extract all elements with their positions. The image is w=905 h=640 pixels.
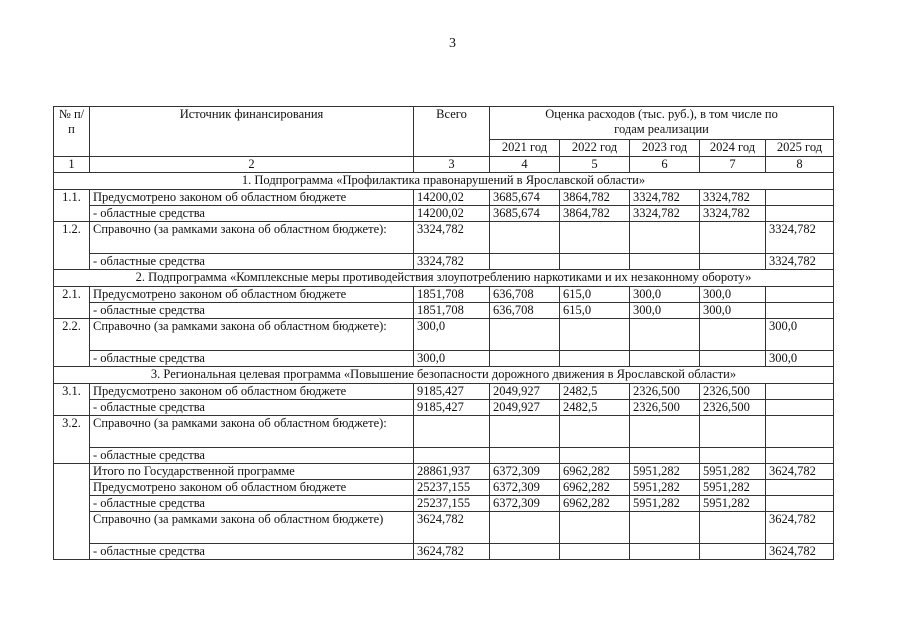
total-cell: 1851,708 (414, 303, 490, 319)
totals-y2024-cell (700, 512, 766, 544)
section-title-row (54, 173, 834, 190)
col-index-2: 2 (90, 157, 414, 173)
totals-y2025-cell (766, 496, 834, 512)
y2021-cell: 636,708 (490, 287, 560, 303)
y2022-cell (560, 448, 630, 464)
total-cell: 9185,427 (414, 400, 490, 416)
y2025-cell: 300,0 (766, 351, 834, 367)
row-label: Справочно (за рамками закона об областном бюджете): (90, 416, 414, 448)
totals-y2023-cell: 5951,282 (630, 480, 700, 496)
totals-y2023-cell (630, 544, 700, 560)
row-label: Справочно (за рамками закона об областном бюджете): (90, 319, 414, 351)
y2021-cell (490, 254, 560, 270)
section-title: 3. Региональная целевая программа «Повышение безопасности дорожного движения в Ярославской области» (54, 367, 834, 384)
y2021-cell (490, 448, 560, 464)
y2021-cell (490, 319, 560, 351)
row-number: 2.2. (54, 319, 90, 367)
financing-table (53, 106, 834, 560)
y2023-cell (630, 222, 700, 254)
row-label: Предусмотрено законом об областном бюджете (90, 287, 414, 303)
totals-y2023-cell: 5951,282 (630, 496, 700, 512)
y2025-cell (766, 190, 834, 206)
totals-y2021-cell (490, 512, 560, 544)
totals-y2023-cell: 5951,282 (630, 464, 700, 480)
y2024-cell: 2326,500 (700, 400, 766, 416)
header-row (54, 107, 834, 140)
totals-row (54, 480, 834, 496)
header-year-2024: 2024 год (700, 140, 766, 157)
table-row (54, 254, 834, 270)
row-label: Предусмотрено законом об областном бюджете (90, 384, 414, 400)
table-row (54, 448, 834, 464)
y2023-cell (630, 351, 700, 367)
totals-y2023-cell (630, 512, 700, 544)
totals-label: Предусмотрено законом об областном бюджете (90, 480, 414, 496)
y2024-cell (700, 448, 766, 464)
totals-y2021-cell: 6372,309 (490, 496, 560, 512)
y2024-cell (700, 254, 766, 270)
col-index-4: 4 (490, 157, 560, 173)
y2025-cell (766, 448, 834, 464)
totals-total-cell: 28861,937 (414, 464, 490, 480)
totals-y2022-cell: 6962,282 (560, 464, 630, 480)
col-index-6: 6 (630, 157, 700, 173)
row-label: - областные средства (90, 303, 414, 319)
totals-y2025-cell: 3624,782 (766, 512, 834, 544)
row-label: Справочно (за рамками закона об областном бюджете): (90, 222, 414, 254)
total-cell (414, 448, 490, 464)
y2022-cell (560, 254, 630, 270)
col-index-8: 8 (766, 157, 834, 173)
y2021-cell (490, 351, 560, 367)
totals-total-cell: 3624,782 (414, 512, 490, 544)
totals-label: Итого по Государственной программе (90, 464, 414, 480)
table-row (54, 206, 834, 222)
y2024-cell (700, 351, 766, 367)
header-year-2022: 2022 год (560, 140, 630, 157)
totals-y2025-cell: 3624,782 (766, 464, 834, 480)
totals-y2024-cell (700, 544, 766, 560)
y2025-cell: 3324,782 (766, 254, 834, 270)
y2021-cell: 3685,674 (490, 206, 560, 222)
totals-row (54, 464, 834, 480)
y2023-cell (630, 416, 700, 448)
y2022-cell: 2482,5 (560, 384, 630, 400)
table-row (54, 222, 834, 254)
totals-y2024-cell: 5951,282 (700, 480, 766, 496)
header-year-2025: 2025 год (766, 140, 834, 157)
totals-y2022-cell (560, 512, 630, 544)
row-number: 1.1. (54, 190, 90, 222)
row-number: 2.1. (54, 287, 90, 319)
y2022-cell: 3864,782 (560, 206, 630, 222)
row-label: - областные средства (90, 206, 414, 222)
table-row (54, 190, 834, 206)
y2022-cell (560, 319, 630, 351)
row-label: - областные средства (90, 351, 414, 367)
y2025-cell: 3324,782 (766, 222, 834, 254)
header-year-2021: 2021 год (490, 140, 560, 157)
col-index-1: 1 (54, 157, 90, 173)
y2023-cell (630, 254, 700, 270)
y2021-cell: 3685,674 (490, 190, 560, 206)
y2022-cell: 615,0 (560, 287, 630, 303)
header-year-2023: 2023 год (630, 140, 700, 157)
y2022-cell: 615,0 (560, 303, 630, 319)
header-total: Всего (414, 107, 490, 157)
row-label: - областные средства (90, 254, 414, 270)
totals-y2021-cell (490, 544, 560, 560)
y2023-cell: 2326,500 (630, 384, 700, 400)
y2022-cell (560, 351, 630, 367)
y2023-cell: 3324,782 (630, 190, 700, 206)
y2024-cell (700, 416, 766, 448)
y2022-cell: 3864,782 (560, 190, 630, 206)
page-number: 3 (449, 36, 456, 51)
section-title-row (54, 270, 834, 287)
table-row (54, 351, 834, 367)
y2022-cell (560, 416, 630, 448)
y2021-cell (490, 222, 560, 254)
header-estimate: Оценка расходов (тыс. руб.), в том числе по годам реализации (490, 107, 834, 140)
y2021-cell: 2049,927 (490, 384, 560, 400)
totals-y2025-cell: 3624,782 (766, 544, 834, 560)
table-row (54, 416, 834, 448)
y2024-cell: 300,0 (700, 303, 766, 319)
totals-y2021-cell: 6372,309 (490, 480, 560, 496)
total-cell (414, 416, 490, 448)
y2023-cell: 3324,782 (630, 206, 700, 222)
table-row (54, 319, 834, 351)
y2025-cell (766, 384, 834, 400)
y2024-cell (700, 319, 766, 351)
y2021-cell: 636,708 (490, 303, 560, 319)
y2022-cell (560, 222, 630, 254)
totals-y2022-cell (560, 544, 630, 560)
y2024-cell: 300,0 (700, 287, 766, 303)
col-index-7: 7 (700, 157, 766, 173)
totals-y2025-cell (766, 480, 834, 496)
y2022-cell: 2482,5 (560, 400, 630, 416)
y2024-cell: 2326,500 (700, 384, 766, 400)
y2021-cell: 2049,927 (490, 400, 560, 416)
total-cell: 9185,427 (414, 384, 490, 400)
table-row (54, 303, 834, 319)
y2025-cell (766, 303, 834, 319)
y2024-cell (700, 222, 766, 254)
y2025-cell (766, 206, 834, 222)
y2024-cell: 3324,782 (700, 190, 766, 206)
totals-row (54, 512, 834, 544)
table-row (54, 400, 834, 416)
totals-total-cell: 3624,782 (414, 544, 490, 560)
y2025-cell (766, 416, 834, 448)
totals-y2022-cell: 6962,282 (560, 480, 630, 496)
row-label: Предусмотрено законом об областном бюджете (90, 190, 414, 206)
y2023-cell: 2326,500 (630, 400, 700, 416)
y2023-cell: 300,0 (630, 287, 700, 303)
y2021-cell (490, 416, 560, 448)
y2025-cell (766, 400, 834, 416)
totals-y2024-cell: 5951,282 (700, 464, 766, 480)
total-cell: 14200,02 (414, 206, 490, 222)
total-cell: 1851,708 (414, 287, 490, 303)
table-row (54, 384, 834, 400)
totals-label: - областные средства (90, 544, 414, 560)
y2023-cell (630, 319, 700, 351)
total-cell: 300,0 (414, 351, 490, 367)
row-number: 3.2. (54, 416, 90, 464)
col-index-3: 3 (414, 157, 490, 173)
row-number: 1.2. (54, 222, 90, 270)
y2024-cell: 3324,782 (700, 206, 766, 222)
y2023-cell: 300,0 (630, 303, 700, 319)
totals-total-cell: 25237,155 (414, 496, 490, 512)
y2023-cell (630, 448, 700, 464)
totals-y2021-cell: 6372,309 (490, 464, 560, 480)
header-num: № п/п (54, 107, 90, 157)
row-number: 3.1. (54, 384, 90, 416)
totals-y2024-cell: 5951,282 (700, 496, 766, 512)
totals-row (54, 544, 834, 560)
column-index-row (54, 157, 834, 173)
col-index-5: 5 (560, 157, 630, 173)
section-title: 1. Подпрограмма «Профилактика правонарушений в Ярославской области» (54, 173, 834, 190)
header-source: Источник финансирования (90, 107, 414, 157)
totals-label: - областные средства (90, 496, 414, 512)
y2025-cell (766, 287, 834, 303)
y2025-cell: 300,0 (766, 319, 834, 351)
totals-number-blank (54, 464, 90, 560)
total-cell: 300,0 (414, 319, 490, 351)
total-cell: 14200,02 (414, 190, 490, 206)
totals-row (54, 496, 834, 512)
totals-total-cell: 25237,155 (414, 480, 490, 496)
section-title-row (54, 367, 834, 384)
totals-label: Справочно (за рамками закона об областном бюджете) (90, 512, 414, 544)
row-label: - областные средства (90, 448, 414, 464)
total-cell: 3324,782 (414, 254, 490, 270)
row-label: - областные средства (90, 400, 414, 416)
total-cell: 3324,782 (414, 222, 490, 254)
totals-y2022-cell: 6962,282 (560, 496, 630, 512)
section-title: 2. Подпрограмма «Комплексные меры противодействия злоупотреблению наркотиками и их незаконному обороту» (54, 270, 834, 287)
table-row (54, 287, 834, 303)
